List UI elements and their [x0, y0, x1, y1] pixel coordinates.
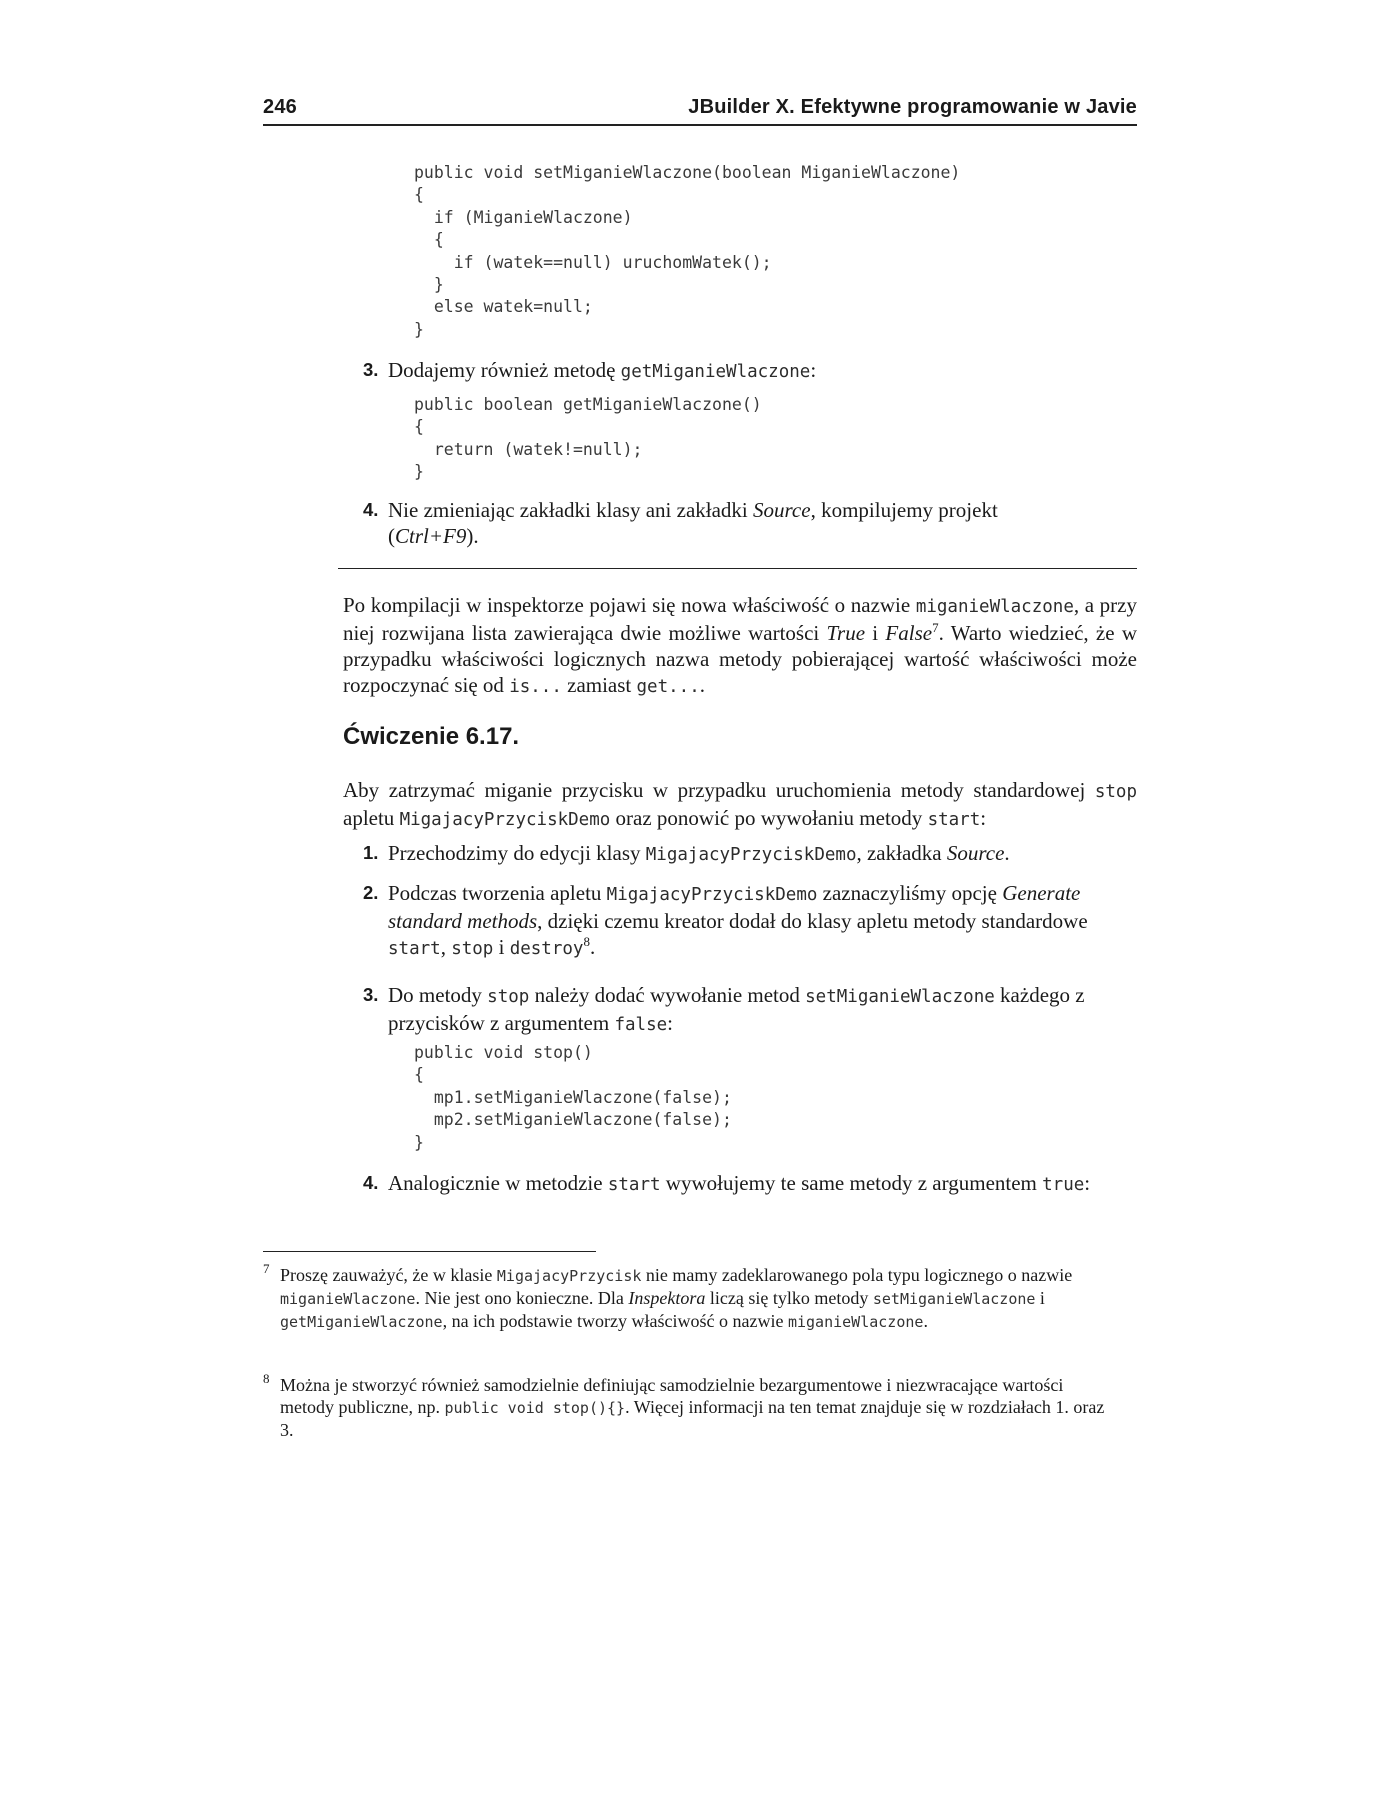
text: i	[493, 935, 510, 959]
text: Proszę zauważyć, że w klasie	[280, 1265, 497, 1285]
text: i	[865, 621, 886, 645]
text: , na ich podstawie tworzy właściwość o nazwie	[442, 1311, 788, 1331]
text: , kompilujemy projekt	[810, 498, 998, 522]
step-number: 3.	[363, 984, 379, 1005]
code-line: public boolean getMiganieWlaczone()	[414, 395, 762, 414]
text: należy dodać wywołanie metod	[529, 983, 806, 1007]
step-number: 4.	[363, 499, 379, 520]
text: , zakładka	[856, 841, 947, 865]
code-block-get-miganie	[414, 394, 762, 484]
text: oraz ponowić po wywołaniu metody	[610, 806, 928, 830]
text: ).	[466, 524, 479, 548]
step-text	[388, 1170, 1103, 1198]
code-line: mp1.setMiganieWlaczone(false);	[414, 1087, 732, 1107]
text: zamiast	[561, 673, 637, 697]
inline-code: start	[607, 1175, 661, 1195]
code-line: else watek=null;	[414, 297, 593, 317]
text: :	[1084, 1171, 1091, 1195]
inline-code: MigajacyPrzyciskDemo	[399, 810, 611, 830]
footnote-mark: 7	[263, 1261, 270, 1276]
code-line: {	[414, 417, 424, 437]
code-line: if (MiganieWlaczone)	[414, 207, 633, 227]
inline-code: miganieWlaczone	[280, 1290, 416, 1308]
text: Podczas tworzenia apletu	[388, 881, 607, 905]
inline-code: start	[388, 939, 441, 959]
inline-code: miganieWlaczone	[787, 1313, 924, 1331]
text: Aby zatrzymać miganie przycisku w przypadku uruchomienia metody standardowej	[343, 778, 1095, 802]
italic-text: False	[885, 621, 933, 645]
exercise-heading: Ćwiczenie 6.17.	[343, 723, 520, 750]
text: wywołujemy te same metody z argumentem	[660, 1171, 1043, 1195]
text: Do metody	[388, 983, 488, 1007]
section-rule	[338, 568, 1137, 569]
text: :	[810, 358, 817, 382]
inline-code: setMiganieWlaczone	[805, 987, 995, 1007]
code-line: {	[414, 185, 424, 205]
step-text	[388, 840, 1128, 868]
inline-code: stop	[487, 987, 530, 1007]
step-text	[388, 357, 1128, 385]
text: .	[589, 935, 596, 959]
code-line: public void setMiganieWlaczone(boolean MiganieWlaczone)	[414, 163, 961, 182]
italic-text: Source	[946, 841, 1005, 865]
footnote-ref[interactable]: 8	[583, 934, 590, 949]
code-line: public void stop()	[414, 1043, 593, 1062]
inline-code: get...	[636, 677, 700, 697]
page-number: 246	[263, 96, 297, 118]
footnote-ref[interactable]: 7	[932, 620, 939, 635]
text: , a przy niej rozwijana lista zawierająca dwie możliwe wartości	[343, 593, 1137, 645]
inline-code: true	[1042, 1175, 1085, 1195]
inline-code: start	[927, 810, 981, 830]
text: liczą się tylko metody	[705, 1288, 873, 1308]
step-text	[388, 982, 1113, 1038]
inline-code: MigajacyPrzyciskDemo	[606, 885, 818, 905]
inline-code: false	[614, 1015, 668, 1035]
text: , dzięki czemu kreator dodał do klasy apletu metody standardowe	[537, 909, 1088, 933]
text: .	[1004, 841, 1010, 865]
code-block-stop	[414, 1042, 732, 1154]
step-text	[388, 497, 1128, 549]
italic-text: True	[826, 621, 866, 645]
inline-code: stop	[451, 939, 494, 959]
text: Dodajemy również metodę	[388, 358, 621, 382]
code-line: {	[414, 230, 444, 250]
inline-code: getMiganieWlaczone	[620, 362, 811, 382]
running-header	[263, 96, 1137, 126]
footnote-rule	[263, 1251, 596, 1252]
text: każdego z przycisków z argumentem	[388, 983, 1085, 1035]
inline-code: is...	[509, 677, 562, 697]
inline-code: public void stop(){}	[444, 1399, 626, 1417]
text: (	[388, 524, 395, 548]
text: :	[980, 806, 987, 830]
inline-code: miganieWlaczone	[915, 597, 1074, 617]
text: Nie zmieniając zakładki klasy ani zakładki	[388, 498, 754, 522]
inline-code: stop	[1094, 782, 1137, 802]
footnote-text	[280, 1374, 1110, 1441]
text: Można je stworzyć również samodzielnie definiując samodzielnie bezargumentowe i niezwracające wartości metody publiczne, np.	[280, 1375, 1064, 1417]
italic-text: Ctrl+F9	[395, 524, 467, 548]
text: .	[923, 1311, 928, 1331]
footnote-mark: 8	[263, 1371, 270, 1386]
step-text	[388, 880, 1088, 962]
inline-code: setMiganieWlaczone	[872, 1290, 1036, 1308]
code-block-set-migaanie	[414, 162, 960, 341]
text: Przechodzimy do edycji klasy	[388, 841, 646, 865]
text: .	[699, 673, 705, 697]
paragraph-exercise-intro	[343, 777, 1137, 833]
book-title: JBuilder X. Efektywne programowanie w Javie	[688, 96, 1137, 118]
text: . Więcej informacji na ten temat znajduje się w rozdziałach 1. oraz 3.	[280, 1397, 1105, 1440]
text: Analogicznie w metodzie	[388, 1171, 608, 1195]
code-line: {	[414, 1065, 424, 1085]
step-number: 2.	[363, 882, 379, 903]
inline-code: destroy	[509, 939, 584, 959]
italic-text: Inspektora	[628, 1288, 706, 1308]
step-number: 1.	[363, 842, 379, 863]
code-line: }	[414, 274, 444, 294]
text: :	[667, 1011, 673, 1035]
inline-code: MigajacyPrzyciskDemo	[645, 845, 857, 865]
text: . Warto wiedzieć, że w przypadku właściwości logicznych nazwa metody pobierającej wartość właściwości może rozpoczynać się od	[343, 621, 1137, 697]
step-number: 4.	[363, 1172, 379, 1193]
code-line: }	[414, 319, 424, 339]
text: Po kompilacji w inspektorze pojawi się nowa właściwość o nazwie	[343, 593, 916, 617]
text: i	[1035, 1288, 1045, 1308]
text: . Nie jest ono konieczne. Dla	[415, 1288, 629, 1308]
step-number: 3.	[363, 359, 379, 380]
text: apletu	[343, 806, 400, 830]
code-line: return (watek!=null);	[414, 439, 643, 459]
italic-text: Source	[753, 498, 811, 522]
footnote-text	[280, 1264, 1110, 1333]
code-line: }	[414, 462, 424, 482]
code-line: if (watek==null) uruchomWatek();	[414, 252, 772, 272]
text: ,	[440, 935, 452, 959]
text: nie mamy zadeklarowanego pola typu logicznego o nazwie	[641, 1265, 1073, 1285]
paragraph-compilation	[343, 592, 1137, 700]
inline-code: getMiganieWlaczone	[280, 1313, 443, 1331]
text: zaznaczyliśmy opcję	[817, 881, 1003, 905]
code-line: mp2.setMiganieWlaczone(false);	[414, 1110, 732, 1130]
header-rule	[263, 124, 1137, 126]
code-line: }	[414, 1132, 424, 1152]
italic-text: Generate standard methods	[388, 881, 1081, 933]
inline-code: MigajacyPrzycisk	[496, 1267, 642, 1285]
